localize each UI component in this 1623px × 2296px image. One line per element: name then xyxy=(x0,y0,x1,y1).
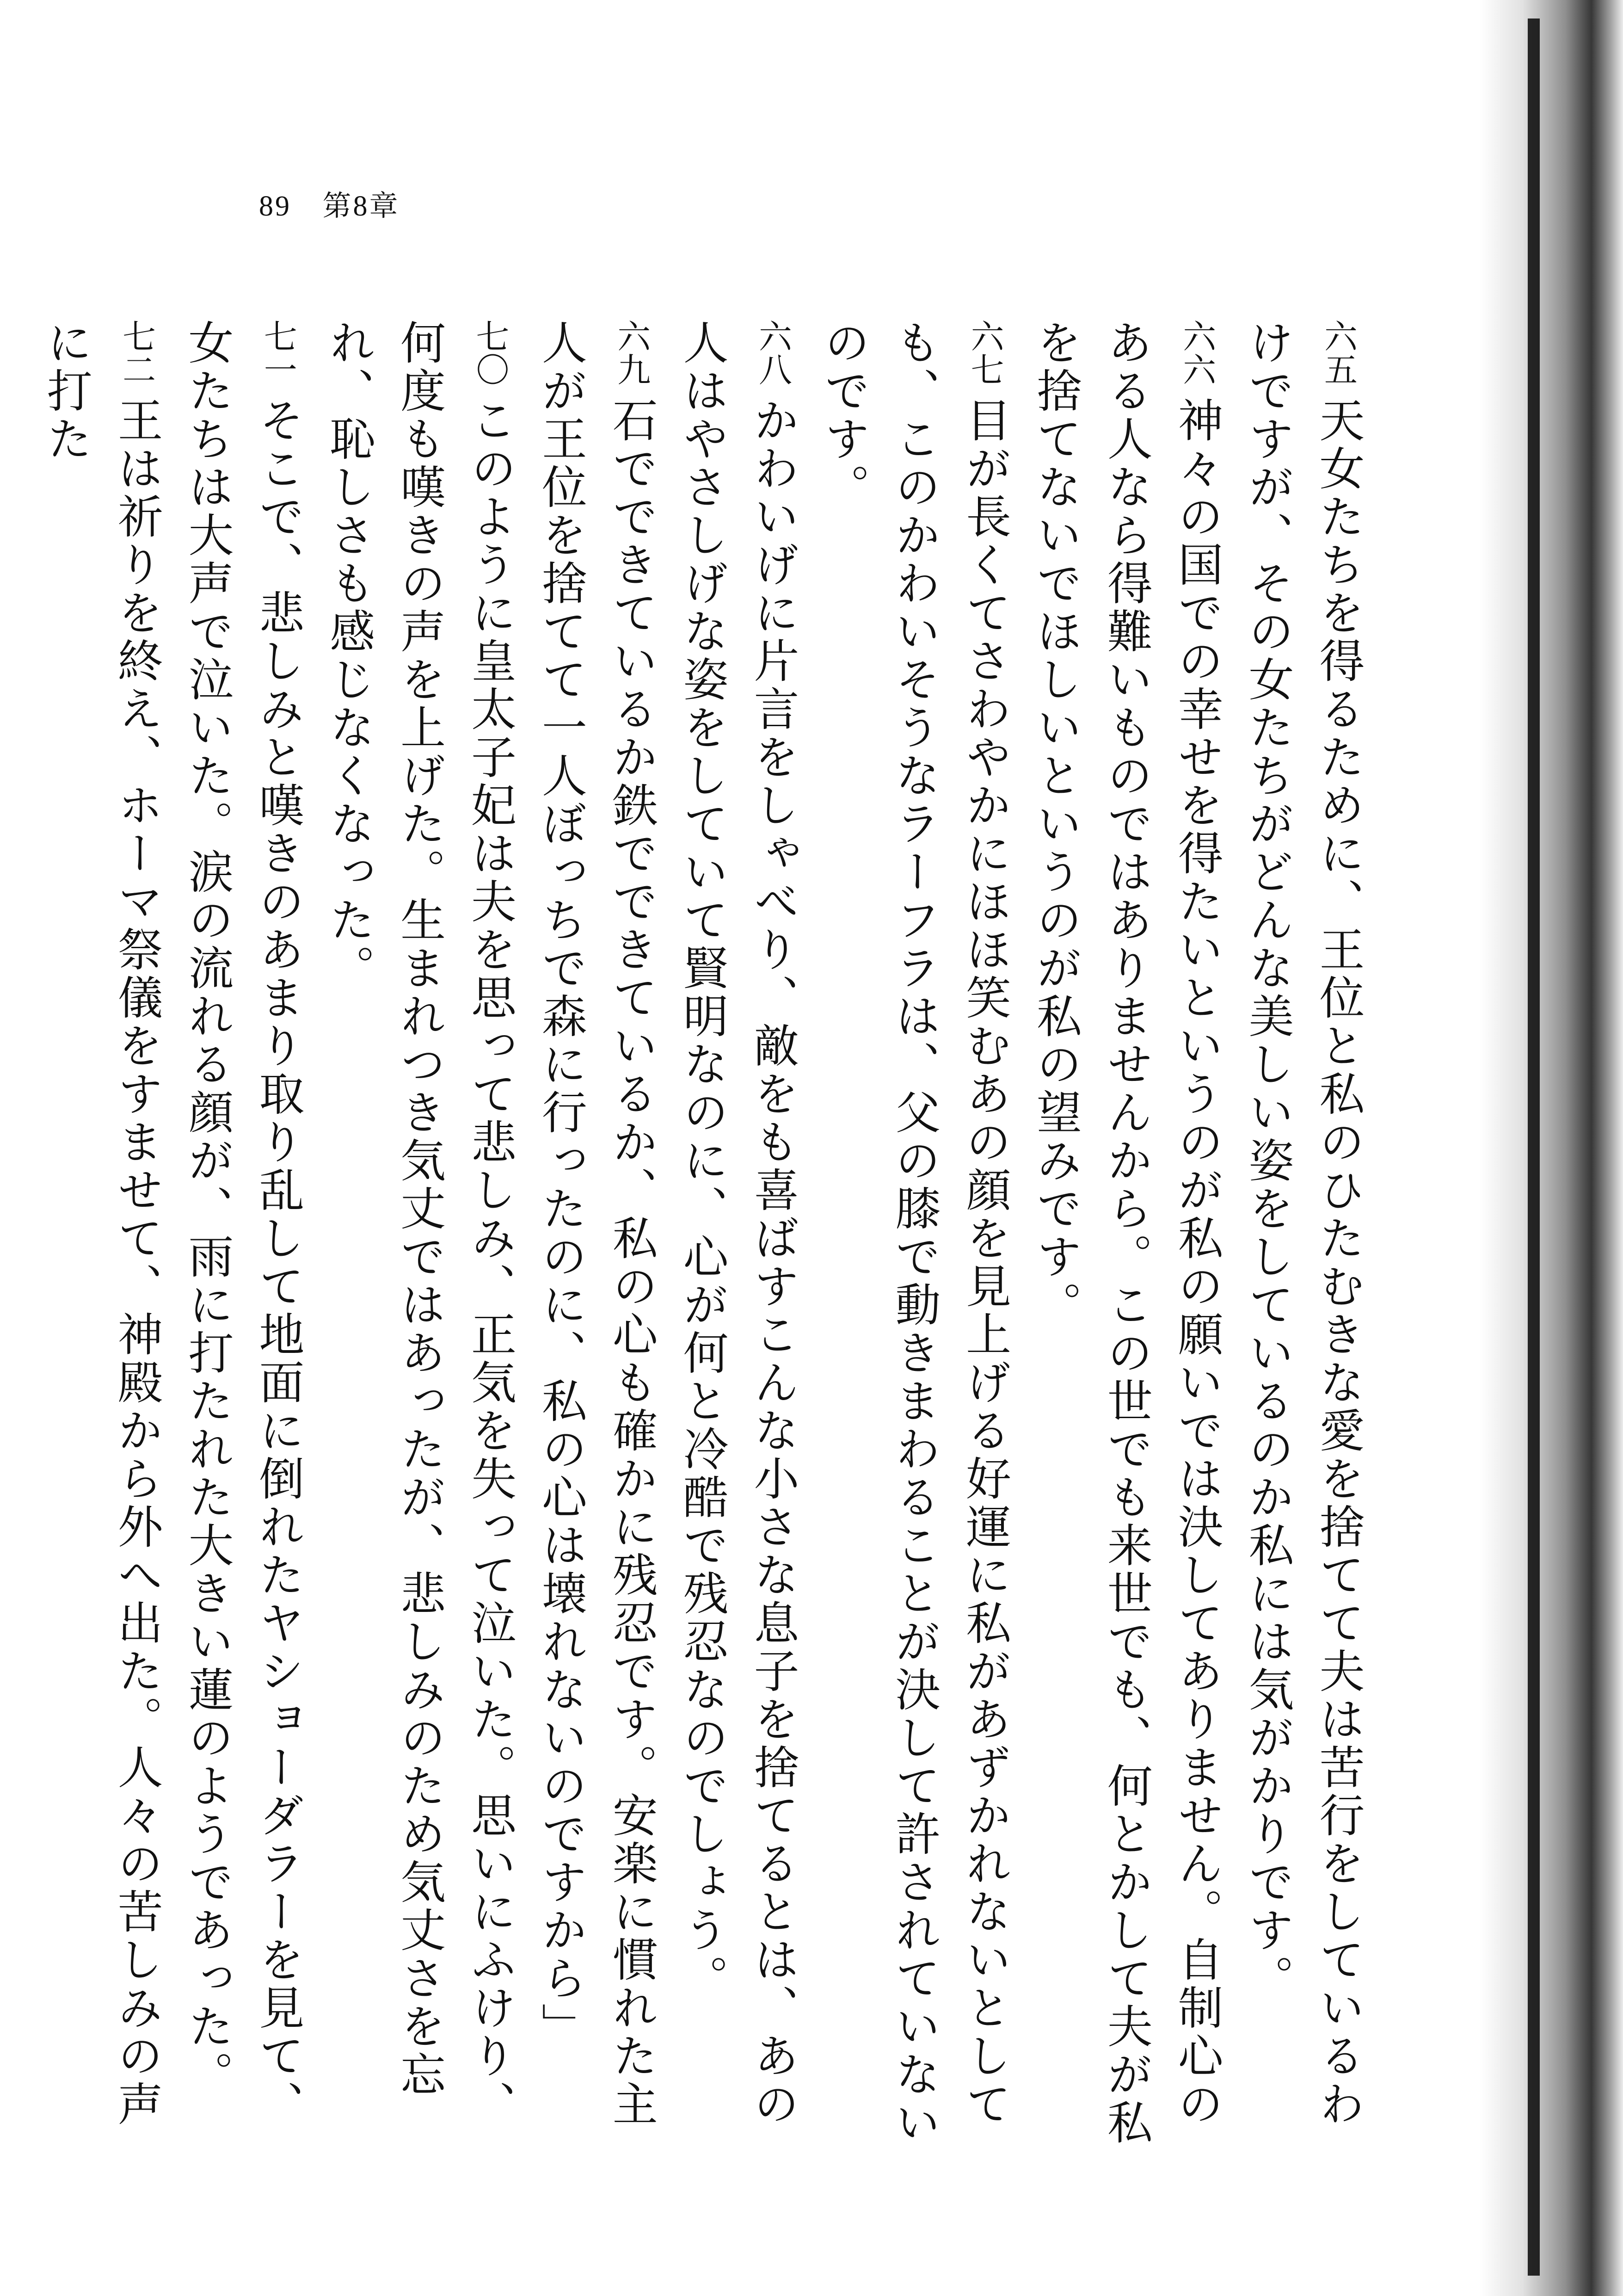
scan-binding-shadow xyxy=(1480,0,1623,2296)
running-header xyxy=(259,183,400,224)
verse-text: 目が長くてさわやかにほほ笑むあの顔を見上げる好運に私があずかれないとしても、このかわいそうなラーフラは、父の膝で動きまわることが決して許されていないのです。 xyxy=(817,319,1011,2147)
verse-text: 神々の国での幸せを得たいというのが私の願いでは決してありません。自制心のある人なら得難いものではありませんから。この世でも来世でも、何とかして夫が私を捨てないでほしいというのが私の望みです。 xyxy=(1029,319,1223,2147)
verse-number: 六五 xyxy=(1319,319,1358,386)
verse xyxy=(313,319,525,2169)
verse xyxy=(666,319,808,2169)
verse-text: 石でできているか鉄でできているか、私の心も確かに残忍です。安楽に慣れた主人が王位を捨てて一人ぼっちで森に行ったのに、私の心は壊れないのですから」 xyxy=(534,319,658,2129)
verse-number: 七一 xyxy=(258,319,297,386)
verse xyxy=(172,319,313,2169)
verse xyxy=(1232,319,1373,2169)
verse xyxy=(525,319,667,2169)
verse-number: 六六 xyxy=(1177,319,1217,386)
verse xyxy=(30,319,172,2169)
verse-text: そこで、悲しみと嘆きのあまり取り乱して地面に倒れたヤショーダラーを見て、女たちは大声で泣いた。涙の流れる顔が、雨に打たれた大きい蓮のようであった。 xyxy=(181,319,304,2129)
verse xyxy=(1020,319,1232,2169)
chapter-title: 第8章 xyxy=(322,191,400,222)
verse-text: 天女たちを得るために、王位と私のひたむきな愛を捨てて夫は苦行をしているわけですが、その女たちがどんな美しい姿をしているのか私には気がかりです。 xyxy=(1241,319,1365,2129)
verse xyxy=(808,319,1020,2169)
verse-text: このように皇太子妃は夫を思って悲しみ、正気を失って泣いた。思いにふけり、何度も嘆きの声を上げた。生まれつき気丈ではあったが、悲しみのため気丈さを忘れ、恥しさも感じなくなった。 xyxy=(322,319,516,2129)
verse-number: 七二 xyxy=(117,319,156,386)
scan-binding-edge xyxy=(1528,19,1540,2276)
verse-text: かわいげに片言をしゃべり、敵をも喜ばすこんな小さな息子を捨てるとは、あの人はやさしげな姿をしていて賢明なのに、心が何と冷酷で残忍なのでしょう。 xyxy=(676,319,799,2129)
vertical-text-body xyxy=(30,319,1373,2169)
verse-text: 王は祈りを終え、ホーマ祭儀をすませて、神殿から外へ出た。人々の苦しみの声に打た xyxy=(39,319,163,2129)
verse-number: 六九 xyxy=(612,319,651,386)
verse-number: 六七 xyxy=(965,319,1004,386)
verse-number: 七〇 xyxy=(470,319,510,386)
verse-number: 六八 xyxy=(753,319,792,386)
page-number: 89 xyxy=(259,191,291,222)
